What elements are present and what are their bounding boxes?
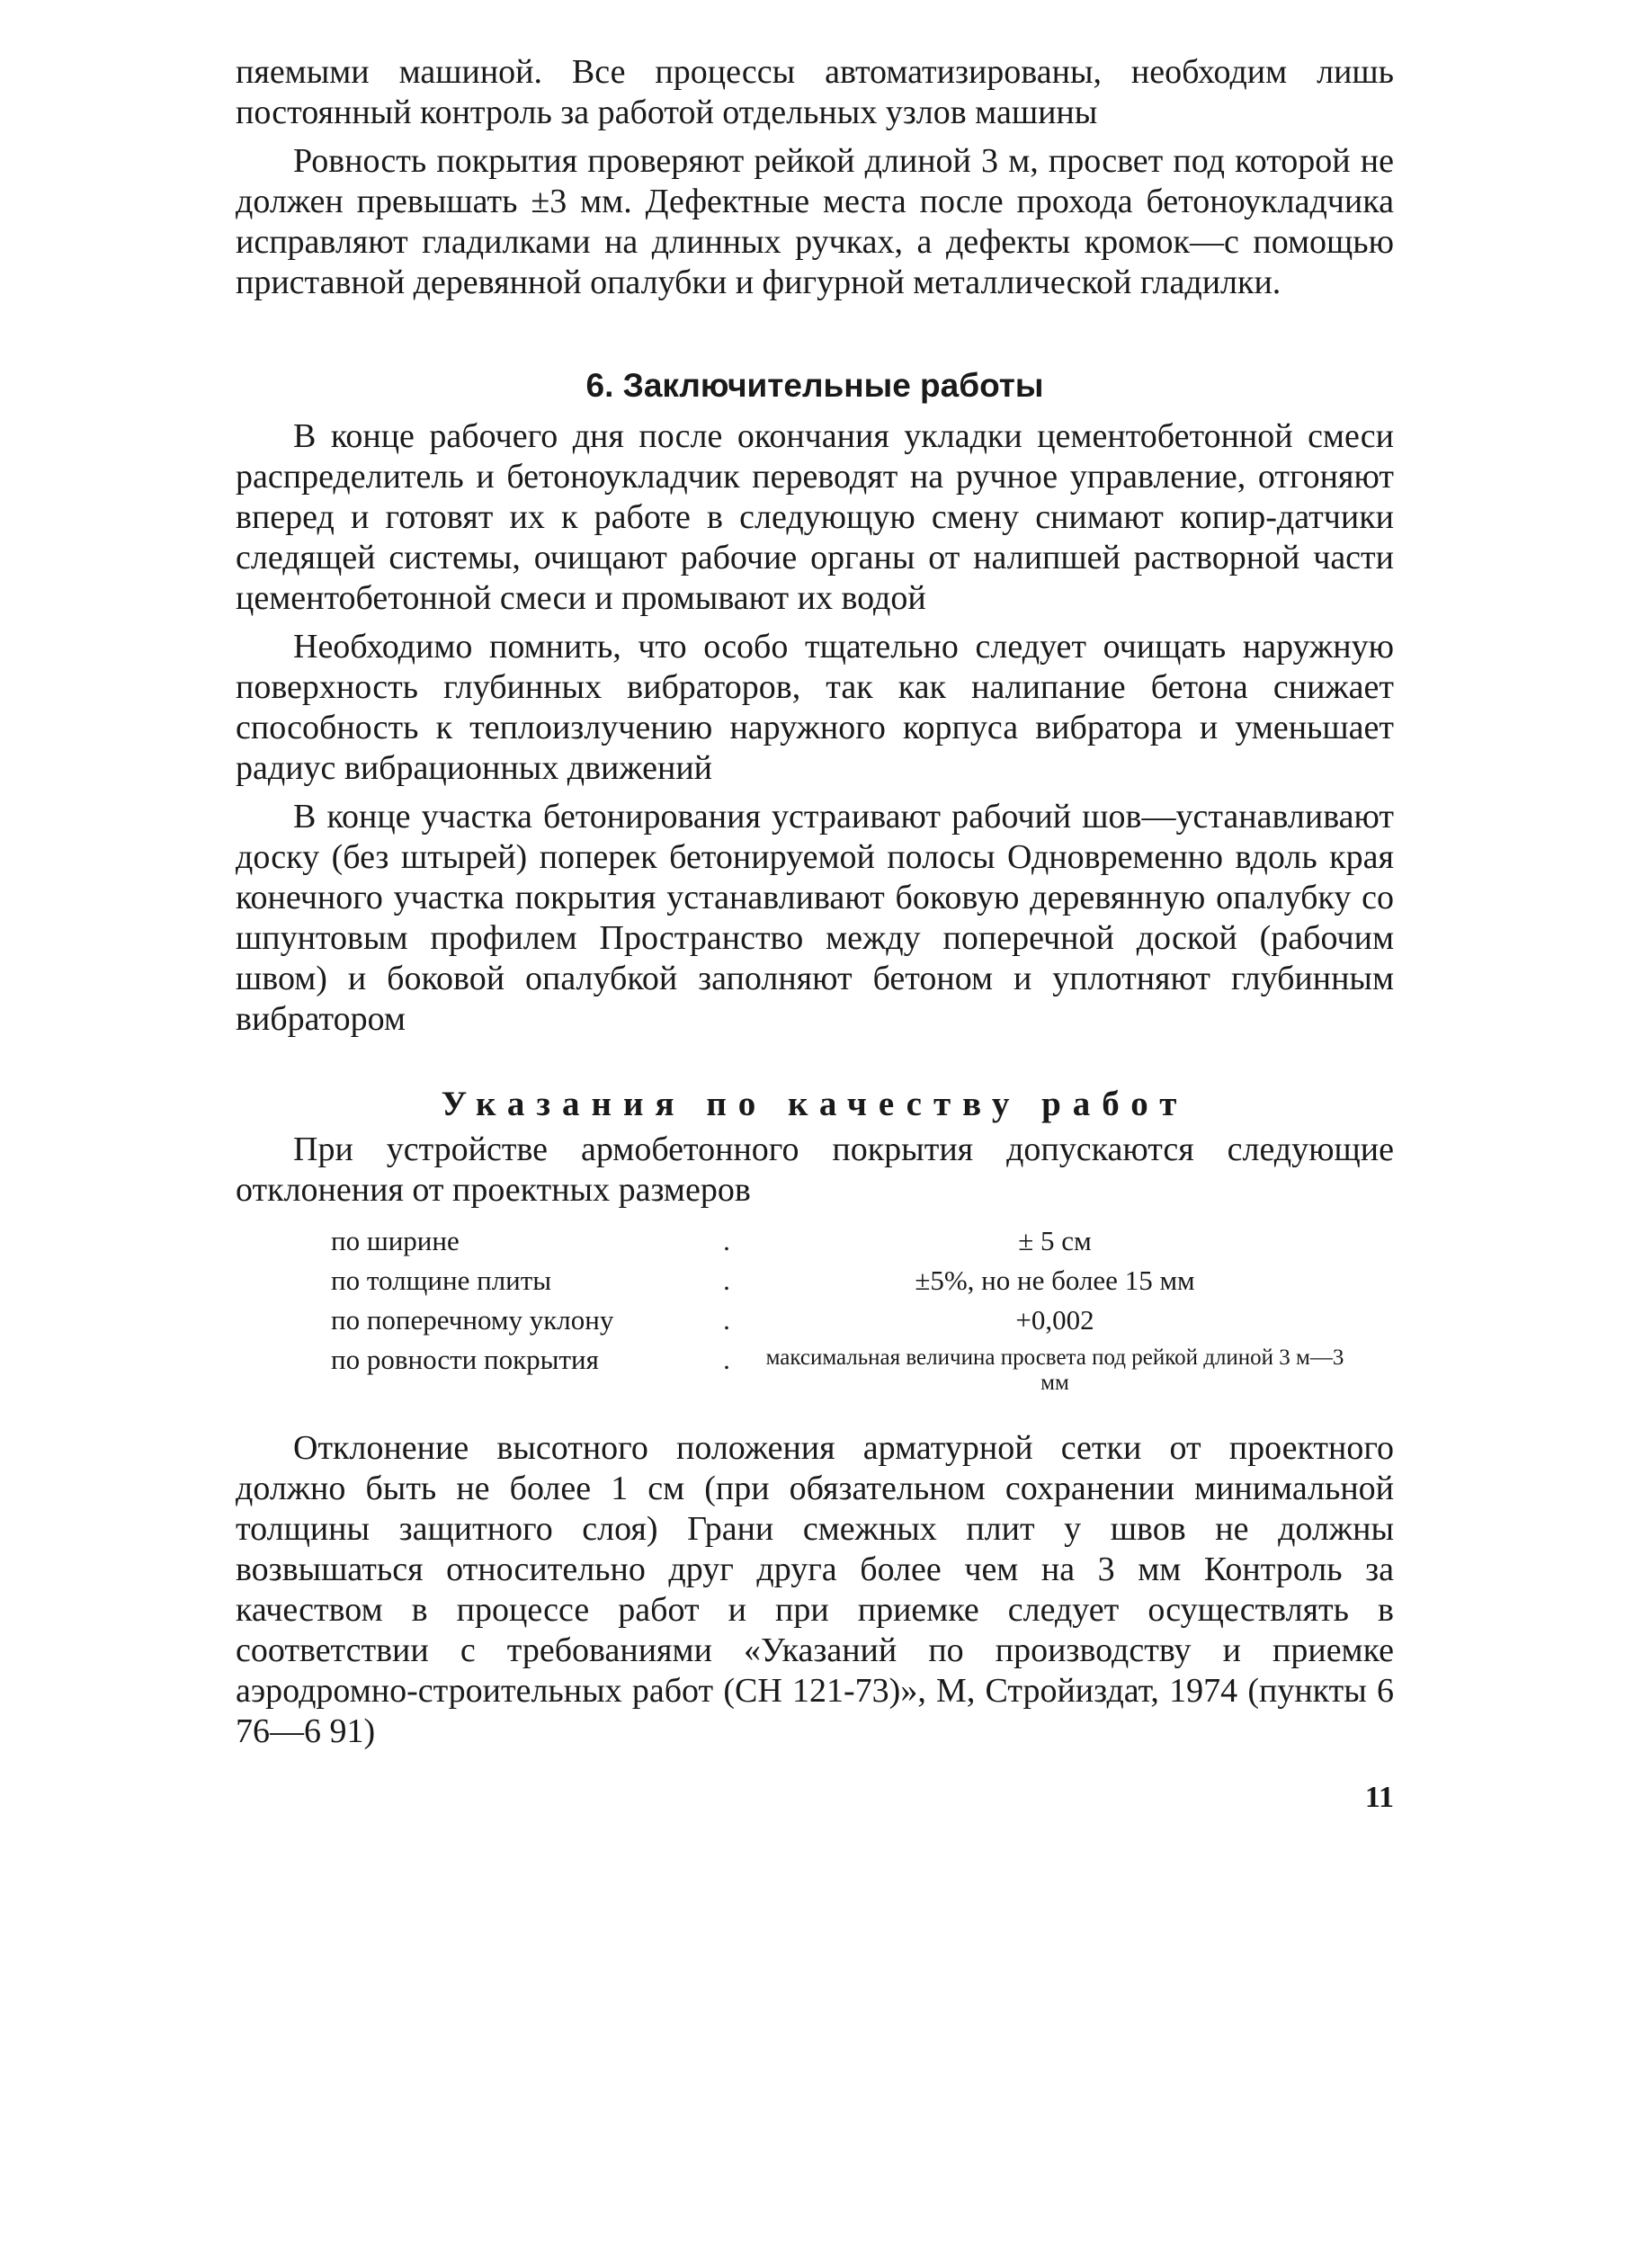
tolerance-row bbox=[331, 1261, 1347, 1300]
tolerance-parameter: по ровности покрытия bbox=[331, 1344, 599, 1375]
paragraph-end-of-day: В конце рабочего дня после окончания укладки цементобетонной смеси распределитель и бетоноукладчик переводят на ручное управление, отгоняют вперед и готовят их к работе в следующую смену снимают копир-датчики следящей системы, очищают рабочие органы от налипшей растворной части цементобетонной смеси и промывают их водой bbox=[236, 417, 1394, 617]
paragraph-continuation: пяемыми машиной. Все процессы автоматизированы, необходим лишь постоянный контроль за работой отдельных узлов машины bbox=[236, 53, 1394, 131]
tolerance-parameter: по поперечному уклону bbox=[331, 1304, 614, 1336]
tolerance-row bbox=[331, 1300, 1347, 1340]
tolerance-leader: . bbox=[723, 1225, 730, 1256]
tolerance-table bbox=[331, 1221, 1347, 1396]
tolerance-leader: . bbox=[723, 1304, 730, 1336]
tolerance-value: ± 5 см bbox=[1018, 1225, 1092, 1256]
paragraph-vibrator-cleaning: Необходимо помнить, что особо тщательно следует очищать наружную поверхность глубинных вибраторов, так как налипание бетона снижает способность к теплоизлучению наружного корпуса вибратора и уменьшает радиус вибрационных движений bbox=[236, 628, 1394, 787]
paragraph-evenness-check: Ровность покрытия проверяют рейкой длиной 3 м, просвет под которой не должен превышать ±3 мм. Дефектные места после прохода бетоноукладчика исправляют гладилками на длинных ручках, а дефекты кромок—с помощью приставной деревянной опалубки и фигурной металлической гладилки. bbox=[236, 142, 1394, 301]
paragraph-quality-intro: При устройстве армобетонного покрытия допускаются следующие отклонения от проектных размеров bbox=[236, 1130, 1394, 1209]
section-title: 6. Заключительные работы bbox=[585, 367, 1044, 404]
tolerance-parameter: по толщине плиты bbox=[331, 1265, 552, 1296]
tolerance-leader: . bbox=[723, 1344, 730, 1375]
tolerance-row bbox=[331, 1221, 1347, 1261]
tolerance-value: +0,002 bbox=[1015, 1304, 1094, 1336]
tolerance-parameter: по ширине bbox=[331, 1225, 460, 1256]
tolerance-value: максимальная величина просвета под рейкой длиной 3 м—3 мм bbox=[765, 1345, 1344, 1395]
quality-heading: Указания по качеству работ bbox=[441, 1085, 1189, 1123]
paragraph-working-joint: В конце участка бетонирования устраивают рабочий шов—устанавливают доску (без штырей) поперек бетонируемой полосы Одновременно вдоль края конечного участка покрытия устанавливают боковую деревянную опалубку со шпунтовым профилем Пространство между поперечной доской (рабочим швом) и боковой опалубкой заполняют бетоном и уплотняют глубинным вибратором bbox=[236, 798, 1394, 1038]
tolerance-leader: . bbox=[723, 1265, 730, 1296]
document-page bbox=[236, 52, 1394, 1818]
tolerance-row bbox=[331, 1340, 1347, 1396]
paragraph-quality-closing: Отклонение высотного положения арматурной сетки от проектного должно быть не более 1 см (при обязательном сохранении минимальной толщины защитного слоя) Грани смежных плит у швов не должны возвышаться относительно друг друга более чем на 3 мм Контроль за качеством в процессе работ и при приемке следует осуществлять в соответствии с требованиями «Указаний по производству и приемке аэродромно-строительных работ (СН 121-73)», М, Стройиздат, 1974 (пункты 6 76—6 91) bbox=[236, 1429, 1394, 1750]
page-number: 11 bbox=[1364, 1781, 1394, 1814]
tolerance-value: ±5%, но не более 15 мм bbox=[915, 1265, 1195, 1296]
